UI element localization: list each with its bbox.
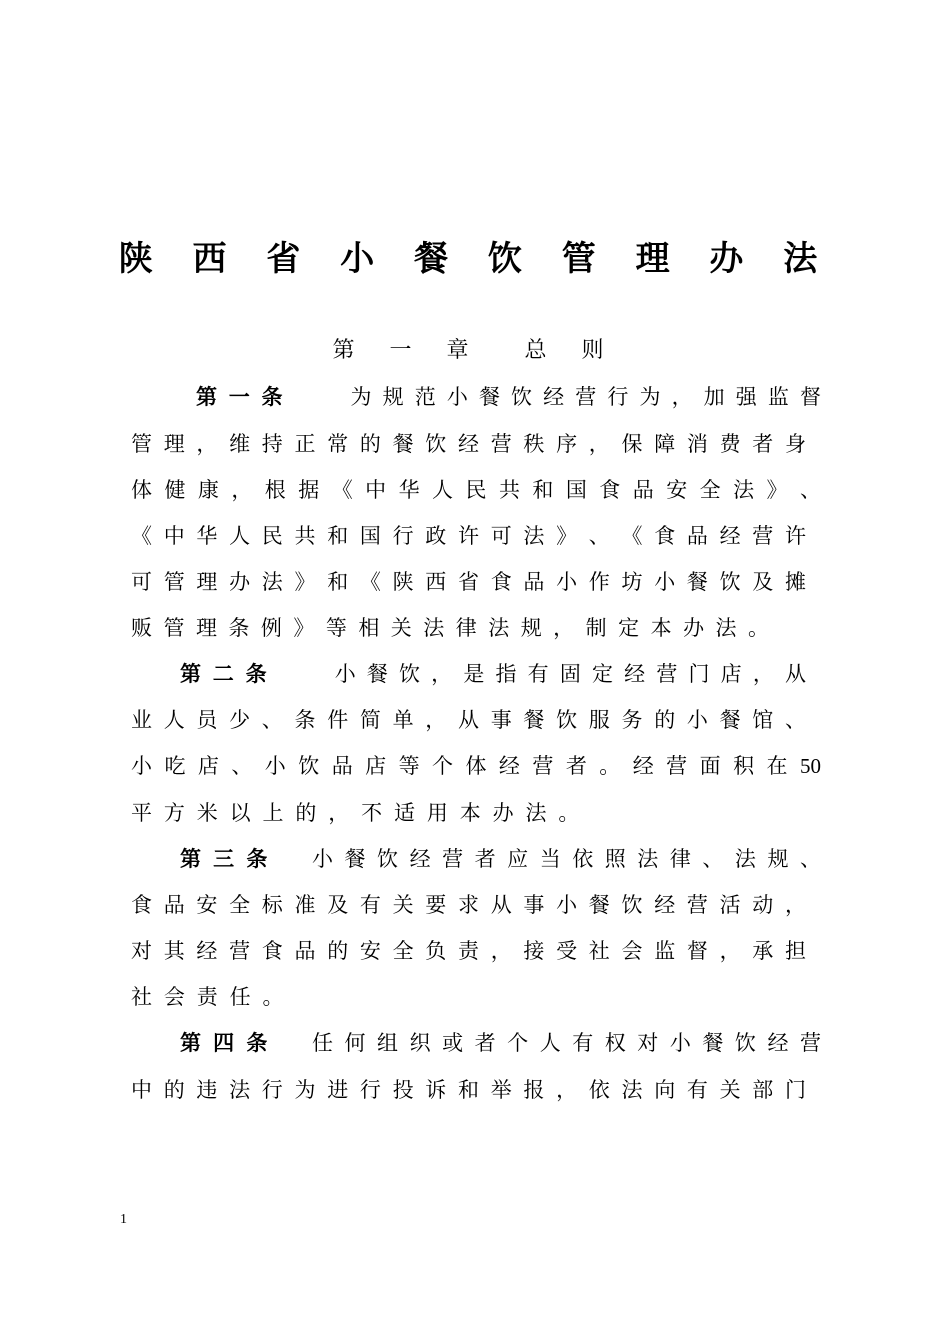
article-1-line-4: 《 中 华 人 民 共 和 国 行 政 许 可 法 》 、 《 食 品 经 营 许 bbox=[131, 524, 806, 548]
article-1-line-5: 可 管 理 办 法 》 和 《 陕 西 省 食 品 小 作 坊 小 餐 饮 及 摊 bbox=[131, 570, 806, 594]
article-1-line-6: 贩 管 理 条 例 》 等 相 关 法 律 法 规 ， 制 定 本 办 法 。 bbox=[131, 616, 772, 640]
article-text: 任 何 组 织 或 者 个 人 有 权 对 小 餐 饮 经 营 bbox=[311, 1031, 821, 1055]
article-1-line-1 bbox=[196, 382, 821, 428]
article-text: 为 规 范 小 餐 饮 经 营 行 为 ， 加 强 监 督 bbox=[350, 385, 822, 409]
article-text: 小 吃 店 、 小 饮 品 店 等 个 体 经 营 者 。 经 营 面 积 在 bbox=[131, 754, 791, 778]
article-2-line-1 bbox=[180, 659, 806, 705]
article-text: 小 餐 饮 ， 是 指 有 固 定 经 营 门 店 ， 从 bbox=[334, 662, 806, 686]
article-1-line-3: 体 健 康 ， 根 据 《 中 华 人 民 共 和 国 食 品 安 全 法 》 、 bbox=[131, 478, 821, 502]
article-3-line-4: 社 会 责 任 。 bbox=[131, 985, 287, 1009]
page-number: 1 bbox=[120, 1212, 127, 1227]
chapter-number: 第 一 章 bbox=[332, 338, 483, 363]
article-label: 第 一 条 bbox=[196, 385, 285, 409]
article-label: 第 三 条 bbox=[180, 847, 270, 871]
article-1-line-2: 管 理 ， 维 持 正 常 的 餐 饮 经 营 秩 序 ， 保 障 消 费 者 身 bbox=[131, 432, 806, 456]
article-label: 第 四 条 bbox=[180, 1031, 270, 1055]
article-2-line-2: 业 人 员 少 、 条 件 简 单 ， 从 事 餐 饮 服 务 的 小 餐 馆 、 bbox=[131, 708, 806, 732]
chapter-name: 总 则 bbox=[524, 338, 618, 363]
article-text: 小 餐 饮 经 营 者 应 当 依 照 法 律 、 法 规 、 bbox=[311, 847, 821, 871]
chapter-heading bbox=[0, 336, 950, 366]
article-4-line-1 bbox=[180, 1028, 821, 1074]
article-2-line-3 bbox=[131, 751, 821, 797]
article-3-line-1 bbox=[180, 844, 821, 890]
area-number: 50 bbox=[799, 754, 821, 778]
article-3-line-2: 食 品 安 全 标 准 及 有 关 要 求 从 事 小 餐 饮 经 营 活 动 ， bbox=[131, 893, 806, 917]
document-title: 陕 西 省 小 餐 饮 管 理 办 法 bbox=[118, 239, 832, 279]
article-2-line-4: 平 方 米 以 上 的 ， 不 适 用 本 办 法 。 bbox=[131, 801, 582, 825]
article-label: 第 二 条 bbox=[180, 662, 269, 686]
article-4-line-2: 中 的 违 法 行 为 进 行 投 诉 和 举 报 ， 依 法 向 有 关 部 门 bbox=[131, 1078, 806, 1102]
article-3-line-3: 对 其 经 营 食 品 的 安 全 负 责 ， 接 受 社 会 监 督 ， 承 担 bbox=[131, 939, 806, 963]
